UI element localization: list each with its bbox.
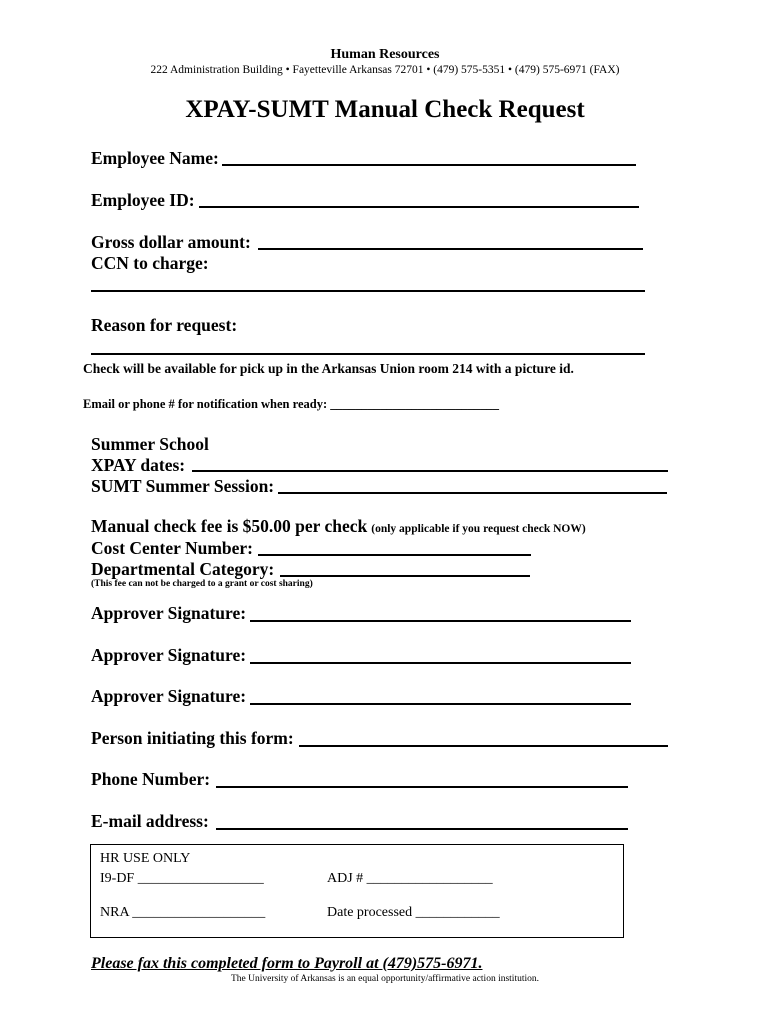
fee-note: (only applicable if you request check NOW)	[371, 523, 586, 535]
cost-center-label: Cost Center Number:	[91, 538, 254, 558]
phone-field[interactable]	[216, 786, 628, 788]
hr-use-only-box	[90, 844, 624, 938]
hr-box-title: HR USE ONLY	[100, 851, 191, 866]
reason-field[interactable]	[91, 353, 645, 355]
approver-signature-field[interactable]	[250, 703, 631, 705]
fee-line	[91, 516, 586, 537]
initiator-label: Person initiating this form:	[91, 728, 294, 748]
dept-category-label: Departmental Category:	[91, 559, 275, 579]
approver-signature-label: Approver Signature:	[91, 603, 247, 623]
initiator-field[interactable]	[299, 745, 668, 747]
gross-amount-field[interactable]	[258, 248, 643, 250]
email-field[interactable]	[216, 828, 628, 830]
approver-signature-label: Approver Signature:	[91, 686, 247, 706]
fax-instruction: Please fax this completed form to Payroll at (479)575-6971.	[91, 955, 483, 972]
employee-id-label: Employee ID:	[91, 190, 195, 210]
sumt-session-label: SUMT Summer Session:	[91, 476, 275, 496]
employee-name-field[interactable]	[222, 164, 636, 166]
cost-center-field[interactable]	[258, 554, 531, 556]
employee-name-label: Employee Name:	[91, 148, 219, 168]
reason-label: Reason for request:	[91, 315, 238, 335]
dept-category-field[interactable]	[280, 575, 530, 577]
sumt-session-field[interactable]	[278, 492, 667, 494]
department-address: 222 Administration Building • Fayetteville Arkansas 72701 • (479) 575-5351 • (479) 575-6971 (FAX)	[150, 64, 620, 76]
gross-amount-label: Gross dollar amount:	[91, 232, 251, 252]
summer-school-heading: Summer School	[91, 434, 209, 454]
pickup-note: Check will be available for pick up in the Arkansas Union room 214 with a picture id.	[83, 361, 574, 376]
notification-field[interactable]: Email or phone # for notification when ready: ___________________________	[83, 397, 499, 411]
xpay-dates-field[interactable]	[192, 470, 668, 472]
nra-field[interactable]: NRA ___________________	[100, 905, 266, 920]
department-heading: Human Resources	[330, 47, 440, 62]
approver-signature-field[interactable]	[250, 620, 631, 622]
approver-signature-field[interactable]	[250, 662, 631, 664]
fee-label: Manual check fee is $50.00 per check	[91, 516, 368, 536]
adj-field[interactable]: ADJ # __________________	[327, 871, 493, 886]
ccn-label: CCN to charge:	[91, 253, 209, 273]
date-processed-field[interactable]: Date processed ____________	[327, 905, 500, 920]
phone-label: Phone Number:	[91, 769, 211, 789]
employee-id-field[interactable]	[199, 206, 639, 208]
xpay-dates-label: XPAY dates:	[91, 455, 186, 475]
approver-signature-label: Approver Signature:	[91, 645, 247, 665]
ccn-field[interactable]	[91, 290, 645, 292]
eo-statement: The University of Arkansas is an equal opportunity/affirmative action institution.	[231, 974, 539, 984]
form-title: XPAY-SUMT Manual Check Request	[185, 96, 585, 123]
i9df-field[interactable]: I9-DF __________________	[100, 871, 264, 886]
email-label: E-mail address:	[91, 811, 209, 831]
grant-note: (This fee can not be charged to a grant or cost sharing)	[91, 579, 313, 589]
